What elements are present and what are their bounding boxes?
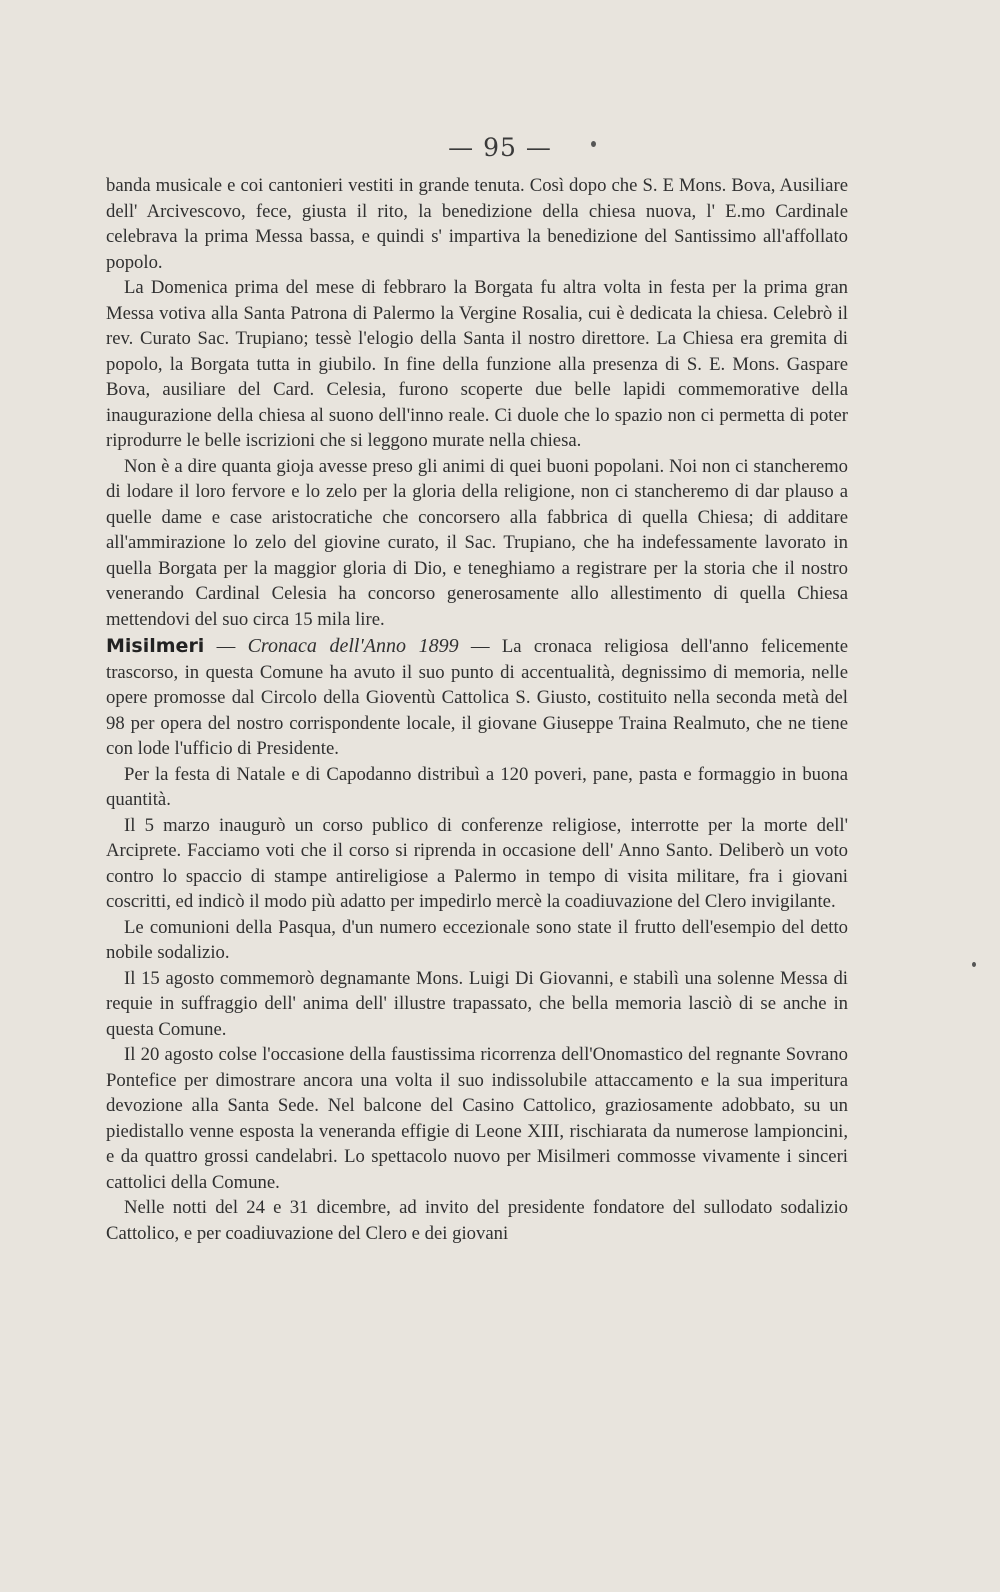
section-place: Misilmeri xyxy=(106,635,205,657)
section-heading-paragraph xyxy=(106,634,848,762)
paragraph: Non è a dire quanta gioja avesse preso gli animi di quei buoni popolani. Noi non ci stancheremo di lodare il loro fervore e lo zelo per la gloria della religione, non ci stancheremo di dar plauso a quelle dame e case aristocratiche che concorsero alla fabbrica di quella Chiesa; di additare all'ammirazione lo zelo del giovine curato, il Sac. Trupiano, che ha indefessamente lavorato in quella Borgata per la maggior gloria di Dio, e teneghiamo a registrare per la storia che il nostro venerando Cardinal Celesia ha concorso generosamente allo allestimento di quella Chiesa mettendovi del suo circa 15 mila lire. xyxy=(106,455,848,630)
paragraph: Il 5 marzo inaugurò un corso publico di conferenze religiose, interrotte per la morte dell' Arciprete. Facciamo voti che il corso si riprenda in occasione dell' Anno Santo. Deliberò un voto contro lo spaccio di stampe antireligiose a Palermo in tempo di visita militare, fra i giovani coscritti, ed indicò il modo più adatto per impedirlo mercè la coadiuvazione del Clero invigilante. xyxy=(106,814,848,912)
paragraph: Il 20 agosto colse l'occasione della faustissima ricorrenza dell'Onomastico del regnante Sovrano Pontefice per dimostrare ancora una volta il suo indissolubile attaccamento e la sua imperitura devozione alla Santa Sede. Nel balcone del Casino Cattolico, graziosamente adobbato, su un piedistallo venne esposta la veneranda effigie di Leone XIII, rischiarata da numerose lampioncini, e da quattro grossi candelabri. Lo spettacolo nuovo per Misilmeri commosse vivamente i sinceri cattolici della Comune. xyxy=(106,1044,848,1193)
paragraph: Nelle notti del 24 e 31 dicembre, ad invito del presidente fondatore del sullodato sodalizio Cattolico, e per coadiuvazione del Clero e dei giovani xyxy=(106,1197,848,1244)
paragraph: La Domenica prima del mese di febbraro la Borgata fu altra volta in festa per la prima gran Messa votiva alla Santa Patrona di Palermo la Vergine Rosalia, cui è dedicata la chiesa. Celebrò il rev. Curato Sac. Trupiano; tessè l'elogio della Santa il nostro direttore. La Chiesa era gremita di popolo, la Borgata tutta in giubilo. In fine della funzione alla presenza di S. E. Mons. Gaspare Bova, ausiliare del Card. Celesia, furono scoperte due belle lapidi commemorative della inaugurazione della chiesa al suono dell'inno reale. Ci duole che lo spazio non ci permetta di poter riprodurre le belle iscrizioni che si leggono murate nella chiesa. xyxy=(106,277,848,451)
paragraph: banda musicale e coi cantonieri vestiti in grande tenuta. Così dopo che S. E Mons. Bova, Ausiliare dell' Arcivescovo, fece, giusta il rito, la benedizione della chiesa nuova, l' E.mo Cardinale celebrava la prima Messa bassa, e quindi s' impartiva la benedizione del Santissimo all'affollato popolo. xyxy=(106,175,848,273)
ink-speck xyxy=(972,962,976,967)
section-dash: — xyxy=(204,636,248,657)
paragraph: Le comunioni della Pasqua, d'un numero eccezionale sono state il frutto dell'esempio del detto nobile sodalizio. xyxy=(106,916,848,963)
paragraph: Il 15 agosto commemorò degnamante Mons. Luigi Di Giovanni, e stabilì una solenne Messa di requie in suffraggio dell' anima dell' illustre trapassato, che bella memoria lasciò di se anche in questa Comune. xyxy=(106,967,848,1040)
page-number: — 95 — xyxy=(448,133,552,162)
body-text xyxy=(106,173,848,1246)
section-dash: — xyxy=(458,636,502,657)
section-lead-text: La cronaca religiosa dell'anno felicemente trascorso, in questa Comune ha avuto il suo punto di accentualità, degnissimo di memoria, nelle opere promosse dal Circolo della Gioventù Cattolica S. Giusto, costituito nella seconda metà del 98 per opera del nostro corrispondente locale, il giovane Giuseppe Traina Realmuto, che ne tiene con lode l'ufficio di Presidente. xyxy=(106,636,849,759)
section-title: Cronaca dell'Anno 1899 xyxy=(247,635,459,657)
ink-speck xyxy=(591,141,596,147)
paragraph: Per la festa di Natale e di Capodanno distribuì a 120 poveri, pane, pasta e formaggio in buona quantità. xyxy=(106,763,848,810)
